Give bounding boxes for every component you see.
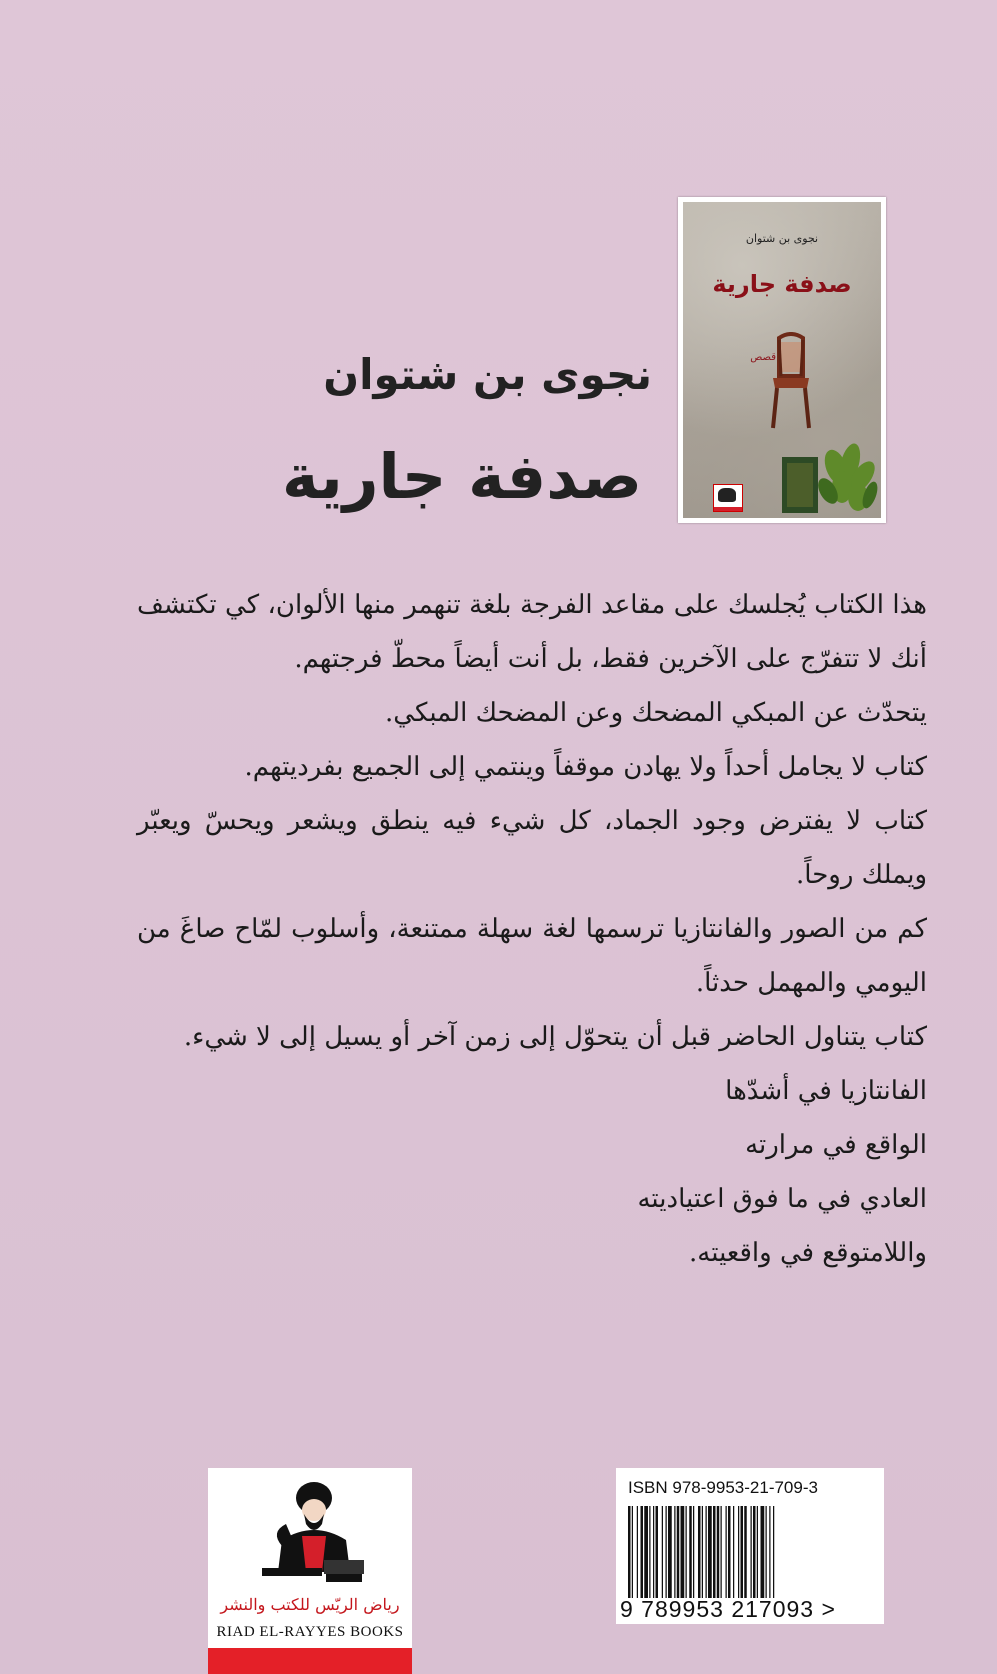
isbn-barcode — [616, 1468, 884, 1624]
blurb-line: الواقع في مرارته — [745, 1130, 927, 1160]
blurb-paragraph: كم من الصور والفانتازيا ترسمها لغة سهلة ممتنعة، وأسلوب لمّاح صاغَ من اليومي والمهمل حدثاً. — [137, 914, 927, 998]
publisher-name-english: RIAD EL-RAYYES BOOKS — [216, 1624, 404, 1640]
publisher-logo — [208, 1468, 412, 1674]
blurb-text — [137, 578, 927, 1280]
blurb-paragraph: هذا الكتاب يُجلسك على مقاعد الفرجة بلغة تنهمر منها الألوان، كي تكتشف أنك لا تتفرّج على الآخرين فقط، بل أنت أيضاً محطّ فرجتهم. — [137, 590, 927, 674]
publisher-figure-icon — [252, 1480, 372, 1590]
thumbnail-title: صدفة جارية — [712, 270, 852, 298]
blurb-paragraph: كتاب لا يفترض وجود الجماد، كل شيء فيه ينطق ويشعر ويحسّ ويعبّر ويملك روحاً. — [137, 806, 927, 890]
blurb-paragraph: يتحدّث عن المبكي المضحك وعن المضحك المبكي. — [385, 698, 927, 728]
chair-illustration — [763, 332, 819, 432]
thumbnail-author: نجوى بن شتوان — [745, 232, 819, 245]
thumbnail-photo — [683, 202, 881, 518]
barcode-digits: 9 789953 217093 > — [620, 1596, 836, 1622]
thumbnail-genre: قصص — [750, 352, 776, 363]
blurb-paragraph: كتاب لا يجامل أحداً ولا يهادن موقفاً وينتمي إلى الجميع بفرديتهم. — [244, 752, 927, 782]
isbn-number: ISBN 978-9953-21-709-3 — [628, 1478, 818, 1497]
blurb-paragraph: كتاب يتناول الحاضر قبل أن يتحوّل إلى زمن آخر أو يسيل إلى لا شيء. — [183, 1022, 927, 1052]
front-cover-thumbnail — [678, 197, 886, 523]
barcode-bars — [628, 1506, 872, 1598]
blurb-line: واللامتوقع في واقعيته. — [689, 1238, 927, 1268]
blurb-line: العادي في ما فوق اعتياديته — [637, 1184, 927, 1214]
publisher-name-arabic: رياض الريّس للكتب والنشر — [220, 1595, 400, 1614]
author-name: نجوى بن شتوان — [323, 350, 652, 399]
book-title: صدفة جارية — [281, 440, 642, 513]
publisher-red-bar — [208, 1648, 412, 1674]
thumbnail-publisher-logo — [713, 484, 743, 512]
blurb-line: الفانتازيا في أشدّها — [725, 1076, 927, 1106]
plant-illustration — [778, 427, 878, 517]
